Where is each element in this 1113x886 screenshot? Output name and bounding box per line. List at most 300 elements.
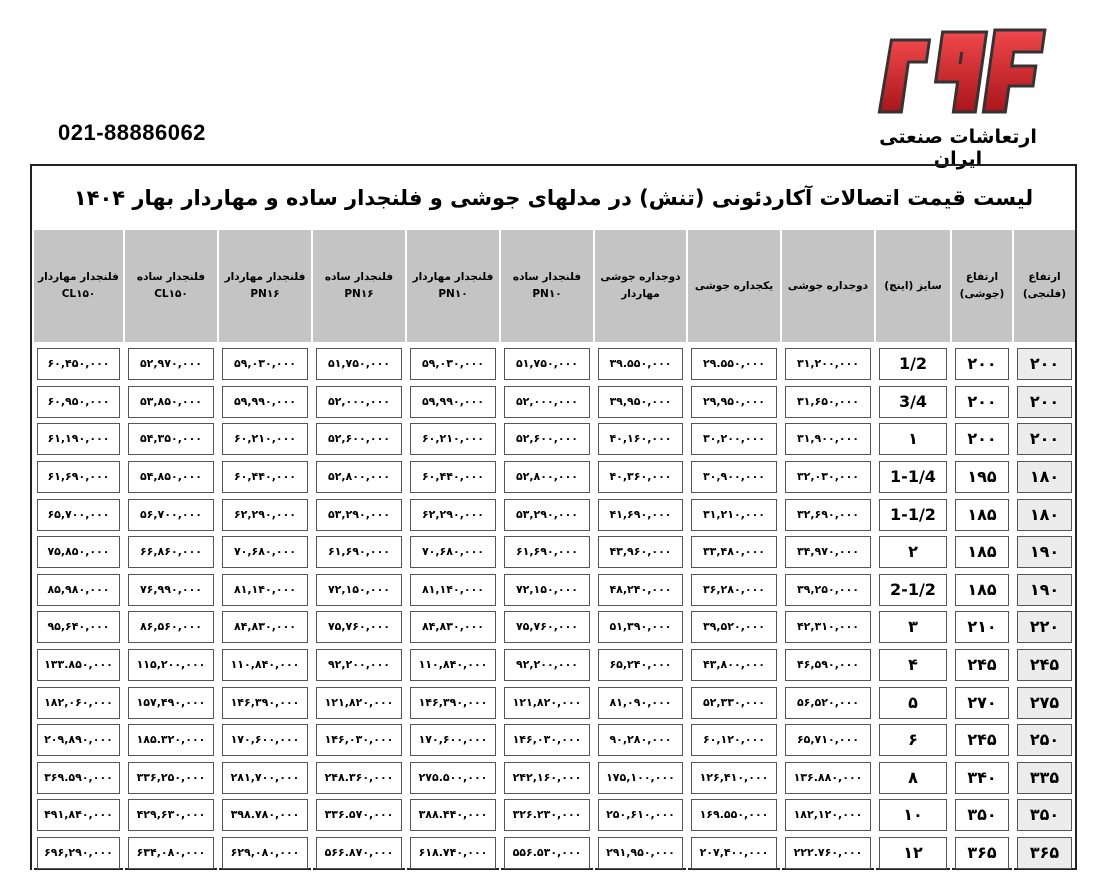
price-value: ۳۲,۰۳۰,۰۰۰ — [785, 461, 871, 493]
price-value: ۱۴۶,۳۹۰,۰۰۰ — [222, 687, 308, 719]
column-header — [1012, 230, 1075, 342]
price-value: ۷۲,۱۵۰,۰۰۰ — [316, 574, 402, 606]
price-value: ۵۲,۰۰۰,۰۰۰ — [316, 386, 402, 418]
table-cell — [780, 609, 874, 647]
price-value: ۶۲۹,۰۸۰,۰۰۰ — [222, 837, 308, 869]
table-cell — [593, 534, 686, 572]
table-cell — [593, 647, 686, 685]
phone-number: 021-88886062 — [58, 120, 206, 145]
table-cell — [780, 459, 874, 497]
table-cell — [1012, 835, 1075, 873]
table-cell — [32, 609, 123, 647]
company-name: ارتعاشات صنعتی ایران — [879, 126, 1037, 170]
price-value: ۶۵,۷۱۰,۰۰۰ — [785, 724, 871, 756]
column-header — [950, 230, 1012, 342]
table-cell — [311, 760, 405, 798]
table-cell — [686, 797, 780, 835]
price-list-sheet — [30, 164, 1077, 870]
table-cell — [217, 797, 311, 835]
table-cell — [1012, 722, 1075, 760]
table-cell — [405, 684, 499, 722]
height-value: ۲۰۰ — [955, 423, 1009, 455]
table-cell — [311, 346, 405, 384]
price-value: ۱۴۶,۰۳۰,۰۰۰ — [504, 724, 590, 756]
price-value: ۱۶۹.۵۵۰,۰۰۰ — [691, 799, 777, 831]
table-cell — [780, 684, 874, 722]
table-cell — [874, 647, 950, 685]
column-header-line2: CL۱۵۰ — [154, 288, 188, 300]
table-cell — [499, 647, 593, 685]
table-cell — [593, 346, 686, 384]
price-value: ۵۲,۶۰۰,۰۰۰ — [316, 423, 402, 455]
table-cell — [217, 722, 311, 760]
price-value: ۲۰۷,۴۰۰,۰۰۰ — [691, 837, 777, 869]
price-table — [32, 230, 1075, 872]
table-cell — [593, 797, 686, 835]
height-value: ۲۲۰ — [1017, 611, 1072, 643]
price-value: ۵۶,۷۰۰,۰۰۰ — [128, 499, 214, 531]
price-value: ۹۰,۲۸۰,۰۰۰ — [598, 724, 683, 756]
price-value: ۷۰,۶۸۰,۰۰۰ — [222, 536, 308, 568]
price-value: ۸۵,۹۸۰,۰۰۰ — [37, 574, 120, 606]
table-cell — [499, 534, 593, 572]
table-cell — [32, 797, 123, 835]
price-value: ۳۳,۴۸۰,۰۰۰ — [691, 536, 777, 568]
table-cell — [593, 459, 686, 497]
table-cell — [217, 496, 311, 534]
price-value: ۴۲,۳۱۰,۰۰۰ — [785, 611, 871, 643]
height-value: ۱۸۵ — [955, 536, 1009, 568]
price-value: ۲۷۵.۵۰۰,۰۰۰ — [410, 762, 496, 794]
price-value: ۴۳,۹۶۰,۰۰۰ — [598, 536, 683, 568]
size-value: ۲ — [879, 536, 947, 568]
company-logo — [858, 22, 1058, 170]
table-cell — [593, 835, 686, 873]
table-cell — [1012, 760, 1075, 798]
table-cell — [593, 684, 686, 722]
column-header-line2: PN۱۶ — [250, 288, 280, 300]
table-cell — [874, 760, 950, 798]
price-value: ۲۹,۹۵۰,۰۰۰ — [691, 386, 777, 418]
table-cell — [1012, 459, 1075, 497]
table-cell — [950, 496, 1012, 534]
table-cell — [405, 835, 499, 873]
table-cell — [874, 534, 950, 572]
table-cell — [217, 534, 311, 572]
table-cell — [123, 835, 217, 873]
table-cell — [217, 346, 311, 384]
height-value: ۳۵۰ — [955, 799, 1009, 831]
price-value: ۷۵,۷۶۰,۰۰۰ — [504, 611, 590, 643]
size-value: 1-1/2 — [879, 499, 947, 531]
table-cell — [780, 421, 874, 459]
table-cell — [123, 684, 217, 722]
table-cell — [311, 722, 405, 760]
column-header-line2: PN۱۶ — [344, 288, 374, 300]
column-header-line2: CL۱۵۰ — [61, 288, 96, 300]
table-cell — [593, 421, 686, 459]
table-cell — [950, 797, 1012, 835]
table-cell — [499, 684, 593, 722]
price-value: ۲۸۱,۷۰۰,۰۰۰ — [222, 762, 308, 794]
price-value: ۵۱,۷۵۰,۰۰۰ — [316, 348, 402, 380]
price-value: ۳۲,۶۹۰,۰۰۰ — [785, 499, 871, 531]
table-cell — [1012, 572, 1075, 610]
table-cell — [311, 384, 405, 422]
price-value: ۱۵۷,۴۹۰,۰۰۰ — [128, 687, 214, 719]
price-value: ۱۷۵,۱۰۰,۰۰۰ — [598, 762, 683, 794]
table-cell — [950, 384, 1012, 422]
table-cell — [950, 684, 1012, 722]
table-cell — [311, 647, 405, 685]
height-value: ۱۹۰ — [1017, 536, 1072, 568]
price-value: ۳۳۶,۲۵۰,۰۰۰ — [128, 762, 214, 794]
price-value: ۵۲,۸۰۰,۰۰۰ — [316, 461, 402, 493]
price-value: ۵۶,۵۲۰,۰۰۰ — [785, 687, 871, 719]
table-cell — [686, 421, 780, 459]
price-value: ۳۰,۹۰۰,۰۰۰ — [691, 461, 777, 493]
table-cell — [874, 835, 950, 873]
table-cell — [874, 797, 950, 835]
price-value: ۴۰,۱۶۰,۰۰۰ — [598, 423, 683, 455]
table-cell — [405, 459, 499, 497]
price-value: ۵۱,۷۵۰,۰۰۰ — [504, 348, 590, 380]
column-header-line2: (فلنجی) — [1022, 288, 1067, 300]
price-value: ۸۱,۱۴۰,۰۰۰ — [222, 574, 308, 606]
size-value: ۳ — [879, 611, 947, 643]
table-cell — [217, 647, 311, 685]
table-cell — [780, 572, 874, 610]
price-value: ۷۵,۷۶۰,۰۰۰ — [316, 611, 402, 643]
table-cell — [405, 421, 499, 459]
size-value: ۴ — [879, 649, 947, 681]
table-cell — [311, 459, 405, 497]
table-cell — [874, 384, 950, 422]
table-row — [32, 421, 1075, 459]
price-value: ۶۰,۴۵۰,۰۰۰ — [37, 348, 120, 380]
table-cell — [311, 572, 405, 610]
table-cell — [950, 722, 1012, 760]
table-cell — [499, 835, 593, 873]
price-value: ۳۶,۲۸۰,۰۰۰ — [691, 574, 777, 606]
table-cell — [686, 534, 780, 572]
table-cell — [123, 797, 217, 835]
table-cell — [499, 384, 593, 422]
price-value: ۳۱,۲۰۰,۰۰۰ — [785, 348, 871, 380]
table-cell — [686, 384, 780, 422]
price-value: ۴۱,۶۹۰,۰۰۰ — [598, 499, 683, 531]
price-value: ۳۳۶.۵۷۰,۰۰۰ — [316, 799, 402, 831]
price-value: ۵۴,۸۵۰,۰۰۰ — [128, 461, 214, 493]
table-cell — [780, 346, 874, 384]
column-header-line1: ارتفاع — [965, 271, 999, 283]
price-value: ۳۰,۲۰۰,۰۰۰ — [691, 423, 777, 455]
price-value: ۶۱,۱۹۰,۰۰۰ — [37, 423, 120, 455]
price-value: ۵۲,۶۰۰,۰۰۰ — [504, 423, 590, 455]
table-cell — [311, 835, 405, 873]
price-value: ۱۲۱,۸۲۰,۰۰۰ — [316, 687, 402, 719]
table-cell — [499, 572, 593, 610]
page-title: لیست قیمت اتصالات آکاردئونی (تنش) در مدلهای جوشی و فلنجدار ساده و مهاردار بهار ۱۴۰۴ — [32, 166, 1075, 232]
table-cell — [405, 647, 499, 685]
height-value: ۲۰۰ — [1017, 348, 1072, 380]
table-cell — [217, 421, 311, 459]
height-value: ۳۴۰ — [955, 762, 1009, 794]
price-value: ۴۲۹,۶۳۰,۰۰۰ — [128, 799, 214, 831]
table-row — [32, 384, 1075, 422]
price-value: ۳۱,۶۵۰,۰۰۰ — [785, 386, 871, 418]
height-value: ۲۰۰ — [1017, 423, 1072, 455]
table-cell — [874, 572, 950, 610]
price-value: ۵۲,۰۰۰,۰۰۰ — [504, 386, 590, 418]
price-value: ۳۹,۹۵۰,۰۰۰ — [598, 386, 683, 418]
table-cell — [405, 496, 499, 534]
price-value: ۶۱,۶۹۰,۰۰۰ — [37, 461, 120, 493]
price-value: ۵۵۶.۵۳۰,۰۰۰ — [504, 837, 590, 869]
column-header — [32, 230, 123, 342]
table-cell — [123, 647, 217, 685]
price-value: ۶۱,۶۹۰,۰۰۰ — [504, 536, 590, 568]
price-value: ۳۴,۹۷۰,۰۰۰ — [785, 536, 871, 568]
table-row — [32, 496, 1075, 534]
table-cell — [32, 384, 123, 422]
table-cell — [686, 722, 780, 760]
table-cell — [686, 609, 780, 647]
table-cell — [123, 496, 217, 534]
price-value: ۵۲,۸۰۰,۰۰۰ — [504, 461, 590, 493]
price-value: ۲۴۸.۳۶۰,۰۰۰ — [316, 762, 402, 794]
price-value: ۲۹.۵۵۰,۰۰۰ — [691, 348, 777, 380]
table-cell — [780, 384, 874, 422]
height-value: ۲۷۰ — [955, 687, 1009, 719]
table-cell — [32, 421, 123, 459]
table-cell — [950, 609, 1012, 647]
price-value: ۳۲۶.۲۳۰,۰۰۰ — [504, 799, 590, 831]
table-cell — [874, 684, 950, 722]
price-value: ۵۹,۰۳۰,۰۰۰ — [410, 348, 496, 380]
size-value: ۱۲ — [879, 837, 947, 869]
table-cell — [217, 459, 311, 497]
height-value: ۲۷۵ — [1017, 687, 1072, 719]
table-cell — [686, 459, 780, 497]
table-cell — [499, 459, 593, 497]
height-value: ۲۴۵ — [955, 649, 1009, 681]
table-cell — [686, 684, 780, 722]
table-row — [32, 835, 1075, 873]
table-cell — [499, 760, 593, 798]
table-cell — [874, 346, 950, 384]
price-value: ۱۱۰,۸۴۰,۰۰۰ — [222, 649, 308, 681]
column-header-line1: دوجداره جوشی — [600, 271, 681, 283]
table-cell — [780, 647, 874, 685]
table-cell — [1012, 496, 1075, 534]
price-value: ۵۲,۳۳۰,۰۰۰ — [691, 687, 777, 719]
price-value: ۶۳۴,۰۸۰,۰۰۰ — [128, 837, 214, 869]
table-row — [32, 459, 1075, 497]
price-value: ۶۰,۴۴۰,۰۰۰ — [410, 461, 496, 493]
price-value: ۱۱۰,۸۴۰,۰۰۰ — [410, 649, 496, 681]
table-cell — [1012, 609, 1075, 647]
table-cell — [950, 572, 1012, 610]
price-value: ۵۳,۲۹۰,۰۰۰ — [316, 499, 402, 531]
price-value: ۶۲,۲۹۰,۰۰۰ — [222, 499, 308, 531]
table-cell — [32, 459, 123, 497]
table-cell — [950, 760, 1012, 798]
table-cell — [780, 797, 874, 835]
column-header — [217, 230, 311, 342]
price-value: ۶۰,۹۵۰,۰۰۰ — [37, 386, 120, 418]
table-row — [32, 534, 1075, 572]
column-header — [499, 230, 593, 342]
table-cell — [499, 609, 593, 647]
height-value: ۳۶۵ — [1017, 837, 1072, 869]
column-header-line1: دوجداره جوشی — [787, 279, 869, 292]
column-header-line1: فلنجدار ساده — [512, 271, 582, 283]
table-cell — [123, 572, 217, 610]
height-value: ۱۸۰ — [1017, 461, 1072, 493]
table-cell — [405, 384, 499, 422]
column-header — [593, 230, 686, 342]
table-cell — [123, 609, 217, 647]
table-cell — [311, 684, 405, 722]
price-value: ۵۶۶.۸۷۰,۰۰۰ — [316, 837, 402, 869]
table-cell — [217, 609, 311, 647]
height-value: ۱۸۵ — [955, 574, 1009, 606]
column-header — [311, 230, 405, 342]
price-value: ۷۵,۸۵۰,۰۰۰ — [37, 536, 120, 568]
price-value: ۲۹۱,۹۵۰,۰۰۰ — [598, 837, 683, 869]
column-header-line1: ارتفاع — [1028, 271, 1061, 283]
table-cell — [499, 421, 593, 459]
height-value: ۲۴۵ — [1017, 649, 1072, 681]
table-cell — [874, 459, 950, 497]
table-cell — [123, 760, 217, 798]
price-value: ۱۲۱,۸۲۰,۰۰۰ — [504, 687, 590, 719]
table-row — [32, 346, 1075, 384]
column-header-line1: یکجداره جوشی — [694, 279, 774, 292]
table-cell — [32, 534, 123, 572]
table-cell — [686, 647, 780, 685]
logo-mark-icon — [864, 22, 1050, 127]
table-cell — [311, 496, 405, 534]
size-value: ۸ — [879, 762, 947, 794]
table-cell — [32, 684, 123, 722]
size-value: ۶ — [879, 724, 947, 756]
price-value: ۹۲,۲۰۰,۰۰۰ — [504, 649, 590, 681]
table-cell — [311, 797, 405, 835]
table-cell — [1012, 421, 1075, 459]
height-value: ۲۰۰ — [1017, 386, 1072, 418]
price-value: ۱۱۵,۲۰۰,۰۰۰ — [128, 649, 214, 681]
column-header-line2: PN۱۰ — [438, 288, 468, 300]
price-value: ۵۴,۳۵۰,۰۰۰ — [128, 423, 214, 455]
price-value: ۲۴۲,۱۶۰,۰۰۰ — [504, 762, 590, 794]
height-value: ۱۸۵ — [955, 499, 1009, 531]
table-cell — [874, 496, 950, 534]
price-value: ۲۲۲.۷۶۰,۰۰۰ — [785, 837, 871, 869]
size-value: 1/2 — [879, 348, 947, 380]
price-value: ۱۸۵.۳۲۰,۰۰۰ — [128, 724, 214, 756]
price-value: ۸۱,۰۹۰,۰۰۰ — [598, 687, 683, 719]
table-cell — [32, 722, 123, 760]
price-value: ۲۵۰,۶۱۰,۰۰۰ — [598, 799, 683, 831]
table-cell — [499, 722, 593, 760]
table-cell — [32, 760, 123, 798]
height-value: ۱۹۰ — [1017, 574, 1072, 606]
table-cell — [123, 384, 217, 422]
table-cell — [217, 835, 311, 873]
table-cell — [123, 534, 217, 572]
column-header — [123, 230, 217, 342]
table-cell — [32, 647, 123, 685]
price-value: ۴۸,۲۴۰,۰۰۰ — [598, 574, 683, 606]
size-value: ۵ — [879, 687, 947, 719]
height-value: ۳۳۵ — [1017, 762, 1072, 794]
price-value: ۱۷۰,۶۰۰,۰۰۰ — [410, 724, 496, 756]
price-value: ۶۹۶,۲۹۰,۰۰۰ — [37, 837, 120, 869]
header-row — [32, 230, 1075, 342]
table-cell — [1012, 346, 1075, 384]
price-value: ۶۰,۲۱۰,۰۰۰ — [222, 423, 308, 455]
column-header — [874, 230, 950, 342]
table-cell — [32, 835, 123, 873]
price-value: ۳۱,۲۱۰,۰۰۰ — [691, 499, 777, 531]
size-value: ۱ — [879, 423, 947, 455]
table-cell — [405, 572, 499, 610]
table-cell — [405, 609, 499, 647]
price-value: ۵۳,۸۵۰,۰۰۰ — [128, 386, 214, 418]
table-cell — [123, 459, 217, 497]
column-header — [405, 230, 499, 342]
table-cell — [217, 760, 311, 798]
table-cell — [780, 534, 874, 572]
height-value: ۲۱۰ — [955, 611, 1009, 643]
price-value: ۴۶,۵۹۰,۰۰۰ — [785, 649, 871, 681]
price-value: ۵۹,۹۹۰,۰۰۰ — [410, 386, 496, 418]
table-cell — [950, 346, 1012, 384]
price-value: ۶۰,۲۱۰,۰۰۰ — [410, 423, 496, 455]
price-value: ۳۹.۵۵۰,۰۰۰ — [598, 348, 683, 380]
price-value: ۹۵,۶۴۰,۰۰۰ — [37, 611, 120, 643]
price-value: ۵۳,۲۹۰,۰۰۰ — [504, 499, 590, 531]
price-value: ۵۲,۹۷۰,۰۰۰ — [128, 348, 214, 380]
price-value: ۶۰,۴۴۰,۰۰۰ — [222, 461, 308, 493]
table-cell — [1012, 797, 1075, 835]
table-cell — [123, 722, 217, 760]
table-cell — [950, 459, 1012, 497]
table-cell — [499, 797, 593, 835]
price-value: ۷۲,۱۵۰,۰۰۰ — [504, 574, 590, 606]
price-value: ۷۶,۹۹۰,۰۰۰ — [128, 574, 214, 606]
table-cell — [780, 496, 874, 534]
table-row — [32, 572, 1075, 610]
size-value: 2-1/2 — [879, 574, 947, 606]
column-header-line2: PN۱۰ — [532, 288, 562, 300]
column-header-line1: فلنجدار مهاردار — [412, 271, 494, 283]
table-cell — [593, 609, 686, 647]
table-row — [32, 647, 1075, 685]
table-cell — [874, 722, 950, 760]
table-cell — [123, 346, 217, 384]
price-value: ۱۲۶,۴۱۰,۰۰۰ — [691, 762, 777, 794]
height-value: ۲۰۰ — [955, 386, 1009, 418]
price-value: ۶۱,۶۹۰,۰۰۰ — [316, 536, 402, 568]
price-value: ۶۵,۲۴۰,۰۰۰ — [598, 649, 683, 681]
height-value: ۲۰۰ — [955, 348, 1009, 380]
table-cell — [593, 572, 686, 610]
table-cell — [593, 496, 686, 534]
price-value: ۶۵,۷۰۰,۰۰۰ — [37, 499, 120, 531]
